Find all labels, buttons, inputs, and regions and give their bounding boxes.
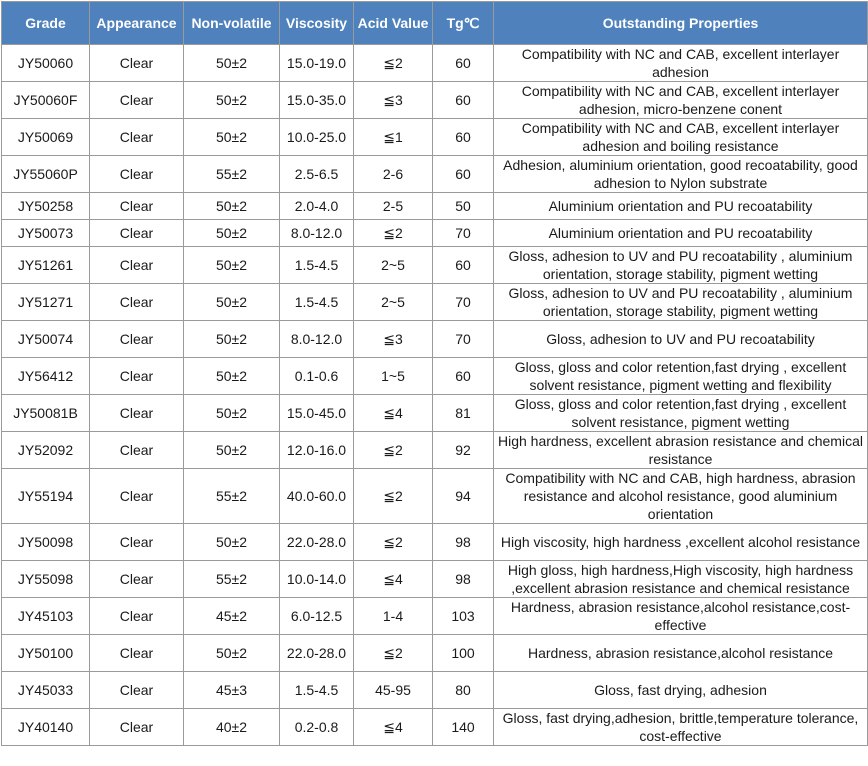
properties-cell: High viscosity, high hardness ,excellent alcohol resistance	[494, 524, 868, 561]
grade-cell: JY50060	[2, 45, 90, 82]
viscosity-cell: 2.5-6.5	[280, 156, 354, 193]
viscosity-cell: 2.0-4.0	[280, 193, 354, 220]
non-volatile-cell: 50±2	[184, 432, 280, 469]
header-non-volatile: Non-volatile	[184, 2, 280, 45]
grade-cell: JY55194	[2, 469, 90, 524]
acid-value-cell: ≦2	[354, 45, 433, 82]
properties-cell: Gloss, gloss and color retention,fast drying , excellent solvent resistance, pigment wetting	[494, 395, 868, 432]
properties-cell: Gloss, fast drying, adhesion	[494, 672, 868, 709]
appearance-cell: Clear	[90, 45, 184, 82]
acid-value-cell: ≦2	[354, 635, 433, 672]
appearance-cell: Clear	[90, 432, 184, 469]
appearance-cell: Clear	[90, 469, 184, 524]
tg-cell: 81	[433, 395, 494, 432]
non-volatile-cell: 50±2	[184, 45, 280, 82]
appearance-cell: Clear	[90, 635, 184, 672]
table-row	[2, 156, 868, 193]
table-row	[2, 193, 868, 220]
properties-cell: Compatibility with NC and CAB, excellent interlayer adhesion, micro-benzene conent	[494, 82, 868, 119]
properties-cell: High gloss, high hardness,High viscosity, high hardness ,excellent abrasion resistance and chemical resistance	[494, 561, 868, 598]
grade-cell: JY50100	[2, 635, 90, 672]
table-row	[2, 321, 868, 358]
viscosity-cell: 0.2-0.8	[280, 709, 354, 746]
appearance-cell: Clear	[90, 156, 184, 193]
appearance-cell: Clear	[90, 598, 184, 635]
header-row	[2, 2, 868, 45]
grade-cell: JY45103	[2, 598, 90, 635]
non-volatile-cell: 50±2	[184, 220, 280, 247]
acid-value-cell: 45-95	[354, 672, 433, 709]
non-volatile-cell: 50±2	[184, 82, 280, 119]
header-outstanding-properties: Outstanding Properties	[494, 2, 868, 45]
non-volatile-cell: 45±3	[184, 672, 280, 709]
non-volatile-cell: 55±2	[184, 156, 280, 193]
acid-value-cell: 2~5	[354, 284, 433, 321]
non-volatile-cell: 50±2	[184, 321, 280, 358]
table-row	[2, 119, 868, 156]
grade-cell: JY50073	[2, 220, 90, 247]
appearance-cell: Clear	[90, 395, 184, 432]
table-body	[2, 45, 868, 746]
properties-cell: High hardness, excellent abrasion resistance and chemical resistance	[494, 432, 868, 469]
tg-cell: 60	[433, 247, 494, 284]
tg-cell: 60	[433, 45, 494, 82]
tg-cell: 70	[433, 321, 494, 358]
table-row	[2, 358, 868, 395]
properties-cell: Gloss, adhesion to UV and PU recoatability , aluminium orientation, storage stability, pigment wetting	[494, 247, 868, 284]
acid-value-cell: ≦2	[354, 220, 433, 247]
properties-cell: Gloss, gloss and color retention,fast drying , excellent solvent resistance, pigment wetting and flexibility	[494, 358, 868, 395]
grade-cell: JY55060P	[2, 156, 90, 193]
header-grade: Grade	[2, 2, 90, 45]
tg-cell: 60	[433, 82, 494, 119]
viscosity-cell: 22.0-28.0	[280, 635, 354, 672]
grade-cell: JY51271	[2, 284, 90, 321]
acid-value-cell: 2-5	[354, 193, 433, 220]
appearance-cell: Clear	[90, 284, 184, 321]
tg-cell: 70	[433, 220, 494, 247]
appearance-cell: Clear	[90, 524, 184, 561]
acid-value-cell: ≦3	[354, 82, 433, 119]
viscosity-cell: 10.0-14.0	[280, 561, 354, 598]
grade-cell: JY45033	[2, 672, 90, 709]
properties-cell: Gloss, adhesion to UV and PU recoatability	[494, 321, 868, 358]
viscosity-cell: 1.5-4.5	[280, 284, 354, 321]
appearance-cell: Clear	[90, 220, 184, 247]
grade-cell: JY56412	[2, 358, 90, 395]
tg-cell: 103	[433, 598, 494, 635]
header-acid-value: Acid Value	[354, 2, 433, 45]
tg-cell: 100	[433, 635, 494, 672]
header-tg: Tg℃	[433, 2, 494, 45]
table-row	[2, 247, 868, 284]
tg-cell: 80	[433, 672, 494, 709]
tg-cell: 60	[433, 156, 494, 193]
viscosity-cell: 6.0-12.5	[280, 598, 354, 635]
viscosity-cell: 15.0-35.0	[280, 82, 354, 119]
tg-cell: 92	[433, 432, 494, 469]
appearance-cell: Clear	[90, 561, 184, 598]
table-row	[2, 395, 868, 432]
grade-cell: JY40140	[2, 709, 90, 746]
non-volatile-cell: 50±2	[184, 247, 280, 284]
tg-cell: 94	[433, 469, 494, 524]
viscosity-cell: 40.0-60.0	[280, 469, 354, 524]
tg-cell: 98	[433, 524, 494, 561]
viscosity-cell: 10.0-25.0	[280, 119, 354, 156]
acid-value-cell: 2~5	[354, 247, 433, 284]
header-viscosity: Viscosity	[280, 2, 354, 45]
viscosity-cell: 1.5-4.5	[280, 247, 354, 284]
appearance-cell: Clear	[90, 119, 184, 156]
appearance-cell: Clear	[90, 709, 184, 746]
appearance-cell: Clear	[90, 82, 184, 119]
acid-value-cell: ≦4	[354, 395, 433, 432]
non-volatile-cell: 40±2	[184, 709, 280, 746]
tg-cell: 70	[433, 284, 494, 321]
acid-value-cell: ≦4	[354, 709, 433, 746]
properties-cell: Compatibility with NC and CAB, excellent interlayer adhesion and boiling resistance	[494, 119, 868, 156]
table-row	[2, 432, 868, 469]
tg-cell: 60	[433, 119, 494, 156]
grade-cell: JY50060F	[2, 82, 90, 119]
acid-value-cell: ≦4	[354, 561, 433, 598]
acid-value-cell: ≦2	[354, 524, 433, 561]
viscosity-cell: 0.1-0.6	[280, 358, 354, 395]
table-row	[2, 635, 868, 672]
viscosity-cell: 22.0-28.0	[280, 524, 354, 561]
viscosity-cell: 12.0-16.0	[280, 432, 354, 469]
table-row	[2, 469, 868, 524]
acid-value-cell: ≦2	[354, 432, 433, 469]
properties-cell: Compatibility with NC and CAB, excellent interlayer adhesion	[494, 45, 868, 82]
non-volatile-cell: 50±2	[184, 193, 280, 220]
grade-cell: JY50258	[2, 193, 90, 220]
viscosity-cell: 8.0-12.0	[280, 220, 354, 247]
non-volatile-cell: 50±2	[184, 524, 280, 561]
table-row	[2, 524, 868, 561]
non-volatile-cell: 45±2	[184, 598, 280, 635]
viscosity-cell: 1.5-4.5	[280, 672, 354, 709]
appearance-cell: Clear	[90, 672, 184, 709]
tg-cell: 140	[433, 709, 494, 746]
properties-cell: Hardness, abrasion resistance,alcohol resistance,cost-effective	[494, 598, 868, 635]
non-volatile-cell: 50±2	[184, 119, 280, 156]
acid-value-cell: ≦1	[354, 119, 433, 156]
appearance-cell: Clear	[90, 321, 184, 358]
viscosity-cell: 15.0-45.0	[280, 395, 354, 432]
product-table	[1, 1, 868, 746]
tg-cell: 50	[433, 193, 494, 220]
table-row	[2, 598, 868, 635]
grade-cell: JY51261	[2, 247, 90, 284]
grade-cell: JY50074	[2, 321, 90, 358]
properties-cell: Gloss, fast drying,adhesion, brittle,temperature tolerance, cost-effective	[494, 709, 868, 746]
appearance-cell: Clear	[90, 247, 184, 284]
viscosity-cell: 8.0-12.0	[280, 321, 354, 358]
grade-cell: JY50081B	[2, 395, 90, 432]
grade-cell: JY52092	[2, 432, 90, 469]
acid-value-cell: ≦2	[354, 469, 433, 524]
table-row	[2, 561, 868, 598]
table-row	[2, 82, 868, 119]
non-volatile-cell: 55±2	[184, 561, 280, 598]
properties-cell: Hardness, abrasion resistance,alcohol resistance	[494, 635, 868, 672]
grade-cell: JY50098	[2, 524, 90, 561]
acid-value-cell: 1-4	[354, 598, 433, 635]
non-volatile-cell: 50±2	[184, 284, 280, 321]
non-volatile-cell: 50±2	[184, 395, 280, 432]
tg-cell: 60	[433, 358, 494, 395]
grade-cell: JY55098	[2, 561, 90, 598]
table-row	[2, 284, 868, 321]
non-volatile-cell: 50±2	[184, 358, 280, 395]
tg-cell: 98	[433, 561, 494, 598]
properties-cell: Adhesion, aluminium orientation, good recoatability, good adhesion to Nylon substrate	[494, 156, 868, 193]
grade-cell: JY50069	[2, 119, 90, 156]
appearance-cell: Clear	[90, 358, 184, 395]
properties-cell: Aluminium orientation and PU recoatability	[494, 220, 868, 247]
non-volatile-cell: 55±2	[184, 469, 280, 524]
acid-value-cell: ≦3	[354, 321, 433, 358]
table-row	[2, 709, 868, 746]
acid-value-cell: 1~5	[354, 358, 433, 395]
appearance-cell: Clear	[90, 193, 184, 220]
viscosity-cell: 15.0-19.0	[280, 45, 354, 82]
non-volatile-cell: 50±2	[184, 635, 280, 672]
acid-value-cell: 2-6	[354, 156, 433, 193]
properties-cell: Compatibility with NC and CAB, high hardness, abrasion resistance and alcohol resistance, good aluminium orientation	[494, 469, 868, 524]
table-row	[2, 672, 868, 709]
header-appearance: Appearance	[90, 2, 184, 45]
properties-cell: Aluminium orientation and PU recoatability	[494, 193, 868, 220]
properties-cell: Gloss, adhesion to UV and PU recoatability , aluminium orientation, storage stability, pigment wetting	[494, 284, 868, 321]
table-row	[2, 45, 868, 82]
table-row	[2, 220, 868, 247]
